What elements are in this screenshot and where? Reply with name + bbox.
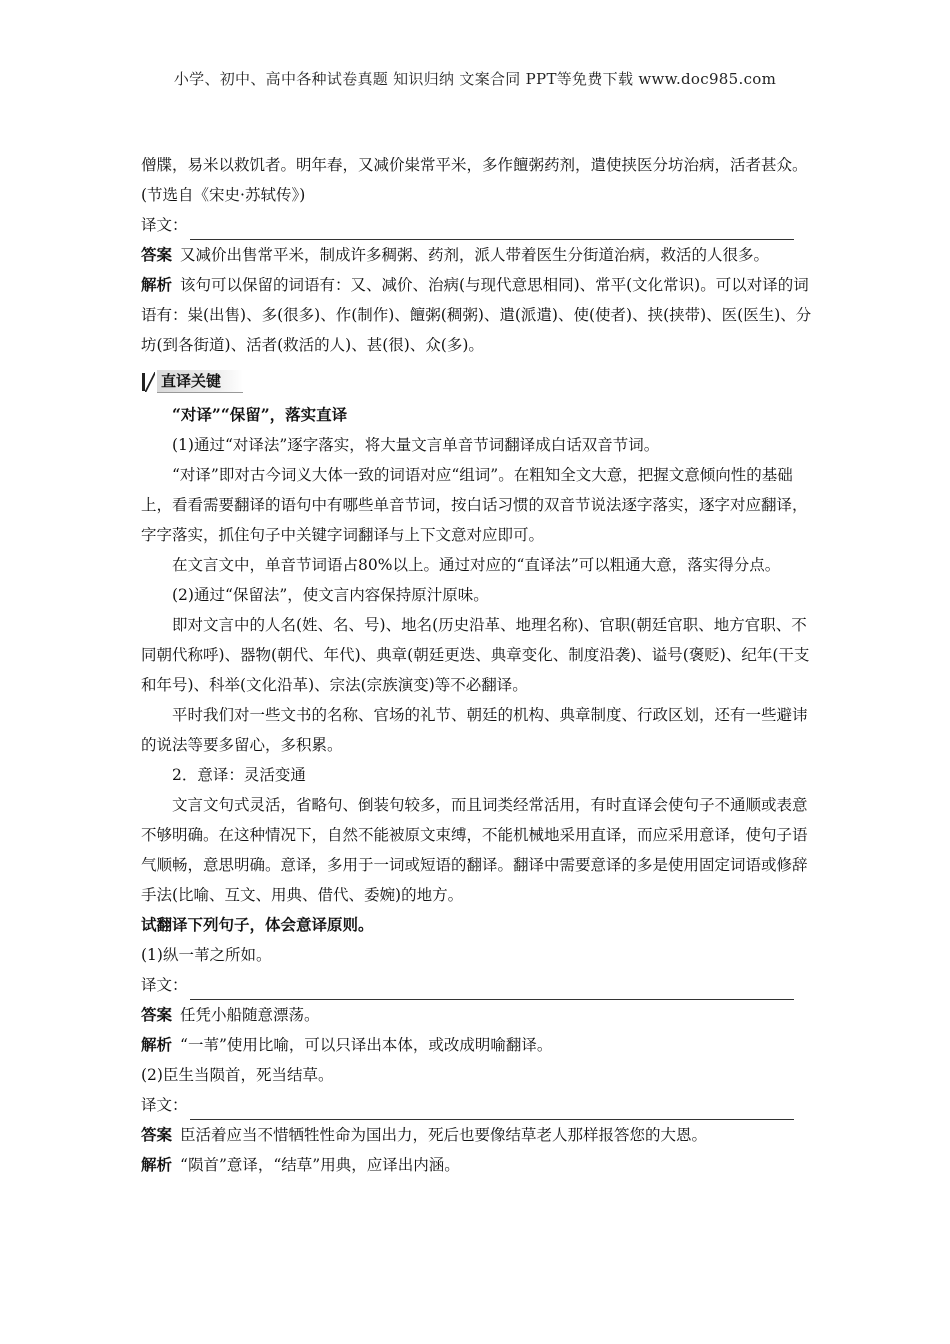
translation-blank[interactable] — [141, 1090, 821, 1120]
translation-blank[interactable] — [141, 970, 821, 1000]
translation-label: 译文： — [141, 1096, 188, 1114]
section-tag — [141, 366, 821, 396]
translation-label: 译文： — [141, 976, 188, 994]
answer-paragraph — [141, 240, 821, 270]
answer-paragraph — [141, 1000, 821, 1030]
method2-title: 2．意译：灵活变通 — [172, 766, 306, 784]
analysis-text: “一苇”使用比喻，可以只译出本体，或改成明喻翻译。 — [180, 1036, 553, 1054]
analysis-label: 解析 — [141, 275, 173, 294]
answer-label: 答案 — [141, 1005, 173, 1024]
section-tag-label: 直译关键 — [157, 370, 243, 393]
translation-label: 译文： — [141, 216, 188, 234]
method1-paragraph: (1)通过“对译法”逐字落实，将大量文言单音节词翻译成白话双音节词。 — [172, 436, 660, 454]
document-body — [141, 150, 821, 1180]
method1-paragraph: 即对文言中的人名(姓、名、号)、地名(历史沿革、地理名称)、官职(朝廷官职、地方官职、不同朝代称呼)、器物(朝代、年代)、典章(朝廷更迭、典章变化、制度沿袭)、谥号(褒贬)、纪年(干支和年号)、科举(文化沿革)、宗法(宗族演变)等不必翻译。 — [141, 616, 810, 694]
translation-blank[interactable] — [141, 210, 821, 240]
slash-marker-icon — [141, 371, 155, 391]
answer-line[interactable] — [190, 981, 794, 1000]
method1-paragraph: 平时我们对一些文书的名称、官场的礼节、朝廷的机构、典章制度、行政区划，还有一些避讳的说法等要多留心，多积累。 — [141, 706, 808, 754]
page-header: 小学、初中、高中各种试卷真题 知识归纳 文案合同 PPT等免费下载 www.doc985.com — [173, 70, 777, 88]
practice-instruction: 试翻译下列句子，体会意译原则。 — [141, 915, 374, 934]
analysis-text: 该句可以保留的词语有：又、减价、治病(与现代意思相同)、常平(文化常识)。可以对译的词语有：粜(出售)、多(很多)、作(制作)、饘粥(稠粥)、遣(派遣)、使(使者)、挟(挟带)、医(医生)、分坊(到各街道)、活者(救活的人)、甚(很)、众(多)。 — [141, 276, 812, 354]
question-2: (2)臣生当陨首，死当结草。 — [141, 1066, 334, 1084]
analysis-paragraph — [141, 270, 821, 360]
answer-line[interactable] — [190, 221, 794, 240]
method1-paragraph: (2)通过“保留法”，使文言内容保持原汁原味。 — [172, 586, 489, 604]
analysis-paragraph — [141, 1150, 821, 1180]
answer-text: 任凭小船随意漂荡。 — [180, 1006, 320, 1024]
method1-paragraph: 在文言文中，单音节词语占80%以上。通过对应的“直译法”可以粗通大意，落实得分点。 — [172, 556, 781, 574]
analysis-text: “陨首”意译，“结草”用典，应译出内涵。 — [180, 1156, 460, 1174]
analysis-label: 解析 — [141, 1035, 173, 1054]
answer-line[interactable] — [190, 1101, 794, 1120]
answer-label: 答案 — [141, 245, 173, 264]
method1-title: “对译”“保留”，落实直译 — [172, 405, 348, 424]
question-1: (1)纵一苇之所如。 — [141, 946, 272, 964]
method1-paragraph: “对译”即对古今词义大体一致的词语对应“组词”。在粗知全文大意，把握文意倾向性的基础上，看看需要翻译的语句中有哪些单音节词，按白话习惯的双音节说法逐字落实，逐字对应翻译，字字落实，抓住句子中关键字词翻译与上下文意对应即可。 — [141, 466, 808, 544]
answer-text: 又减价出售常平米，制成许多稠粥、药剂，派人带着医生分街道治病，救活的人很多。 — [180, 246, 770, 264]
source-text: 僧牒，易米以救饥者。明年春，又减价粜常平米，多作饘粥药剂，遣使挟医分坊治病，活者甚众。(节选自《宋史·苏轼传》) — [141, 156, 808, 204]
answer-paragraph — [141, 1120, 821, 1150]
answer-text: 臣活着应当不惜牺牲性命为国出力，死后也要像结草老人那样报答您的大恩。 — [180, 1126, 708, 1144]
analysis-label: 解析 — [141, 1155, 173, 1174]
answer-label: 答案 — [141, 1125, 173, 1144]
method2-paragraph: 文言文句式灵活，省略句、倒装句较多，而且词类经常活用，有时直译会使句子不通顺或表意不够明确。在这种情况下，自然不能被原文束缚，不能机械地采用直译，而应采用意译，使句子语气顺畅，意思明确。意译，多用于一词或短语的翻译。翻译中需要意译的多是使用固定词语或修辞手法(比喻、互文、用典、借代、委婉)的地方。 — [141, 796, 808, 904]
analysis-paragraph — [141, 1030, 821, 1060]
